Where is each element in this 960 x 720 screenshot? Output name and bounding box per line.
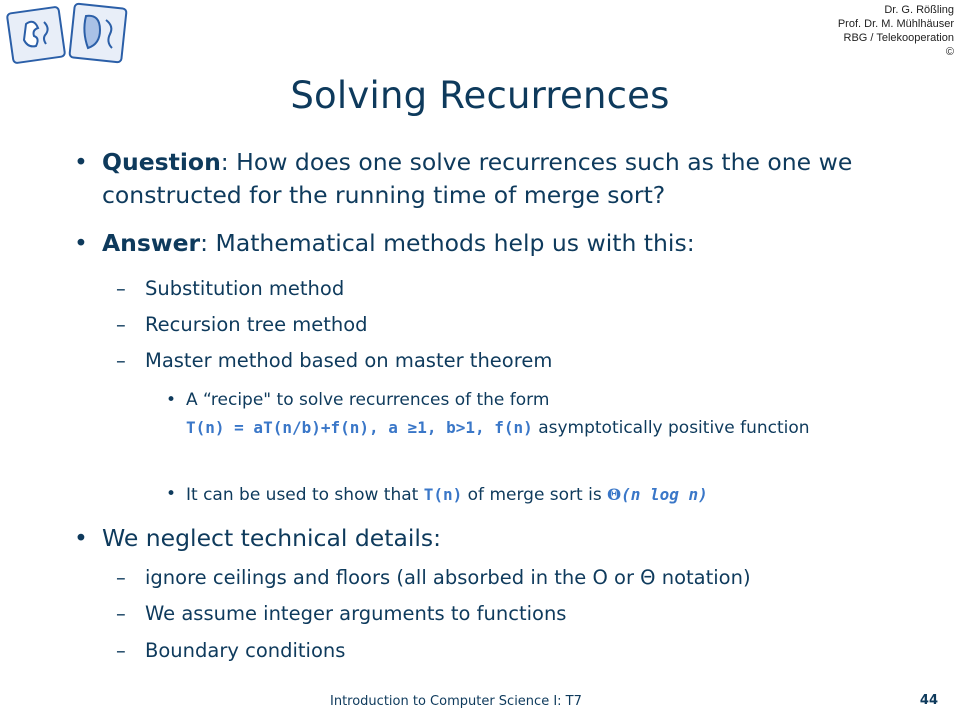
mergesort-prefix: It can be used to show that xyxy=(186,485,419,505)
bullet-dot: • xyxy=(166,390,177,410)
method-text: Substitution method xyxy=(145,277,345,300)
credit-line: Dr. G. Rößling xyxy=(884,4,954,16)
footer-course: Introduction to Computer Science I: T7 xyxy=(330,694,582,709)
bullet-dash: – xyxy=(116,639,126,662)
credit-line: © xyxy=(945,46,954,58)
bullet-dot: • xyxy=(166,484,177,504)
slide-title: Solving Recurrences xyxy=(290,74,670,117)
recipe-item xyxy=(166,387,886,442)
mergesort-text xyxy=(186,480,886,510)
bullet-dash: – xyxy=(116,313,126,336)
nlogn-code: (n log n) xyxy=(621,485,708,504)
detail-item xyxy=(116,600,936,628)
method-item xyxy=(116,311,936,339)
answer-label: Answer xyxy=(102,229,201,257)
bullet-dash: – xyxy=(116,566,126,589)
recurrence-formula: T(n) = aT(n/b)+f(n), a ≥1, b>1, f(n) xyxy=(186,418,533,437)
method-item xyxy=(116,275,936,303)
method-text: Recursion tree method xyxy=(145,313,368,336)
page-number: 44 xyxy=(919,693,938,708)
neglect-text: We neglect technical details: xyxy=(102,524,442,552)
detail-text: We assume integer arguments to functions xyxy=(145,602,567,625)
detail-item xyxy=(116,637,936,665)
recipe-prefix: A “recipe" to solve recurrences of the form xyxy=(186,390,550,410)
theta-symbol: Θ xyxy=(607,485,622,504)
tn-code: T(n) xyxy=(423,485,463,504)
recipe-suffix: asymptotically positive function xyxy=(538,418,810,438)
recipe-text xyxy=(186,387,886,442)
bullet-dash: – xyxy=(116,602,126,625)
bullet-question xyxy=(74,146,934,212)
bullet-dot: • xyxy=(74,148,88,176)
credit-line: Prof. Dr. M. Mühlhäuser xyxy=(837,18,954,30)
method-item xyxy=(116,347,936,375)
bullet-dot: • xyxy=(74,229,88,257)
mergesort-middle: of merge sort is xyxy=(467,485,602,505)
bullet-dot: • xyxy=(74,524,88,552)
bullet-answer xyxy=(74,227,934,260)
detail-text: Boundary conditions xyxy=(145,639,346,662)
bullet-neglect xyxy=(74,522,934,555)
method-text: Master method based on master theorem xyxy=(145,349,553,372)
mergesort-item xyxy=(166,480,886,510)
bullet-dash: – xyxy=(116,277,126,300)
bullet-text xyxy=(102,146,934,212)
bullet-text xyxy=(102,227,934,260)
credit-line: RBG / Telekooperation xyxy=(843,32,954,44)
detail-item xyxy=(116,564,936,592)
bullet-dash: – xyxy=(116,349,126,372)
answer-text: : Mathematical methods help us with this: xyxy=(200,229,695,257)
question-text: : How does one solve recurrences such as the one we constructed for the running time of merge sort? xyxy=(102,148,853,209)
question-label: Question xyxy=(102,148,221,176)
detail-text: ignore ceilings and floors (all absorbed in the O or Θ notation) xyxy=(145,566,751,589)
